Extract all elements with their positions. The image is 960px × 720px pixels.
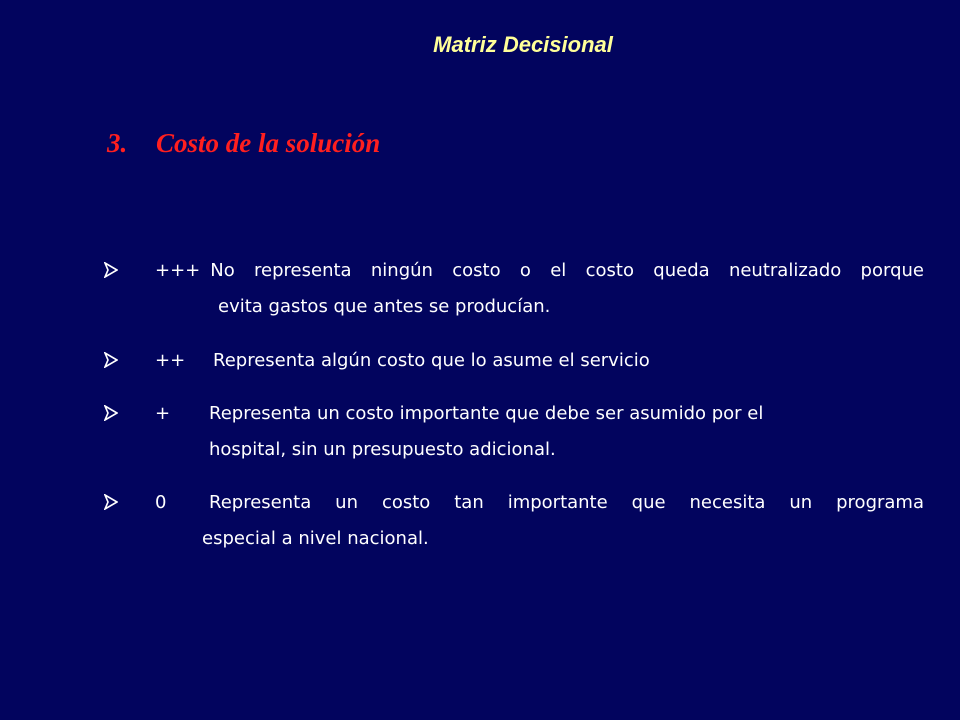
list-item [104, 253, 924, 325]
cost-symbol: +++ [155, 260, 201, 281]
list-item [104, 396, 924, 468]
bullet-text-line2: hospital, sin un presupuesto adicional. [209, 439, 556, 460]
arrowhead-bullet-icon [104, 253, 122, 289]
cost-symbol: 0 [155, 492, 167, 513]
cost-symbol: ++ [155, 350, 186, 371]
heading-number: 3. [107, 128, 128, 158]
section-heading [107, 126, 380, 160]
arrowhead-bullet-icon [104, 343, 122, 379]
bullet-text-line1: Representa un costo importante que debe ser asumido por el [209, 403, 764, 424]
bullet-text-line2: evita gastos que antes se producían. [218, 296, 551, 317]
slide-title: Matriz Decisional [433, 32, 613, 57]
arrowhead-bullet-icon [104, 396, 122, 432]
list-item [104, 343, 924, 379]
cost-symbol: + [155, 403, 171, 424]
list-item [104, 485, 924, 557]
bullet-text-line2: especial a nivel nacional. [202, 528, 429, 549]
bullet-text-line1: No representa ningún costo o el costo queda neutralizado porque [210, 260, 924, 281]
arrowhead-bullet-icon [104, 485, 122, 521]
bullet-text-line1: Representa algún costo que lo asume el servicio [213, 350, 650, 371]
heading-text: Costo de la solución [156, 128, 381, 158]
bullet-text-line1: Representa un costo tan importante que necesita un programa [209, 492, 924, 513]
